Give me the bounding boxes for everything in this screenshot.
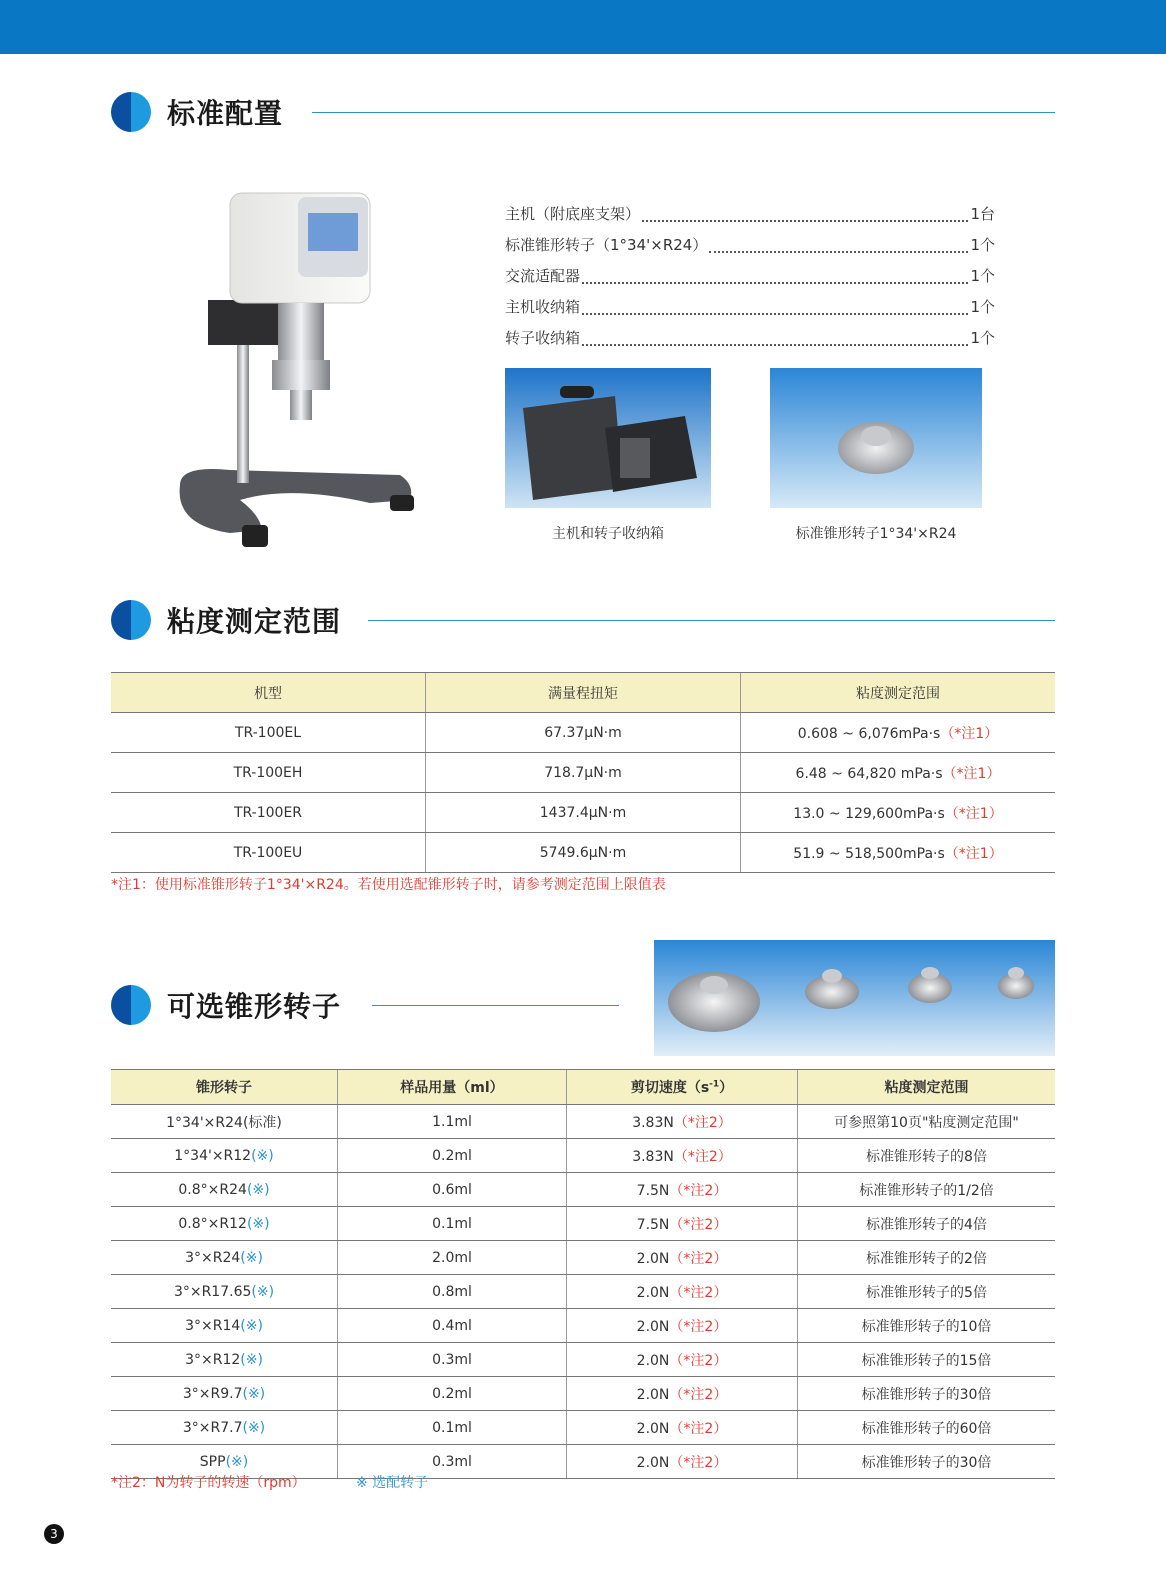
shear-value: 7.5N — [636, 1216, 670, 1233]
section-rule — [372, 1005, 619, 1006]
column-header: 满量程扭矩 — [426, 673, 741, 713]
range-cell: 标准锥形转子的30倍 — [798, 1377, 1056, 1411]
leader-dots — [642, 206, 968, 222]
rotor-caption: 标准锥形转子1°34'×R24 — [795, 526, 957, 542]
shear-value: 2.0N — [636, 1386, 670, 1403]
table-row — [111, 1241, 1055, 1275]
volume-cell: 0.3ml — [338, 1343, 567, 1377]
note-ref: （*注2） — [669, 1454, 728, 1471]
rotor-name: 3°×R9.7 — [182, 1385, 243, 1402]
rotor-cell — [111, 1173, 338, 1207]
column-header: 锥形转子 — [111, 1070, 338, 1105]
leader-dots — [582, 268, 968, 284]
item-name: 主机（附底座支架） — [505, 205, 641, 223]
shear-value: 3.83N — [632, 1148, 674, 1165]
rotor-cell — [111, 1139, 338, 1173]
header-text: 剪切速度（s — [630, 1080, 710, 1096]
shear-cell — [567, 1173, 798, 1207]
volume-cell: 0.4ml — [338, 1309, 567, 1343]
section-header-optional — [111, 985, 341, 1025]
model-cell: TR-100ER — [111, 793, 426, 833]
torque-cell: 67.37μN·m — [426, 713, 741, 753]
range-cell — [741, 753, 1056, 793]
viscosity-range-table — [111, 672, 1055, 873]
note-ref: （*注1） — [944, 845, 1003, 862]
footnote-1: *注1：使用标准锥形转子1°34'×R24。若使用选配锥形转子时，请参考测定范围上限值表 — [111, 877, 666, 893]
volume-cell: 0.8ml — [338, 1275, 567, 1309]
list-item — [505, 291, 995, 322]
column-header: 样品用量（ml） — [338, 1070, 567, 1105]
rotor-name: 3°×R14 — [185, 1317, 241, 1334]
range-cell: 标准锥形转子的30倍 — [798, 1445, 1056, 1479]
table-row — [111, 713, 1055, 753]
shear-cell — [567, 1207, 798, 1241]
case-caption: 主机和转子收纳箱 — [552, 526, 664, 542]
rotor-cell — [111, 1343, 338, 1377]
range-cell: 标准锥形转子的1/2倍 — [798, 1173, 1056, 1207]
standard-rotor-image — [770, 368, 982, 508]
header-text-close: ） — [719, 1080, 734, 1096]
volume-cell: 0.6ml — [338, 1173, 567, 1207]
note-ref: （*注2） — [673, 1114, 732, 1131]
optional-marker-legend: ※ 选配转子 — [356, 1475, 429, 1491]
range-cell: 标准锥形转子的5倍 — [798, 1275, 1056, 1309]
section-header-standard — [111, 92, 283, 132]
optional-marker: (※) — [242, 1419, 266, 1436]
optional-rotors-image — [654, 940, 1055, 1056]
optional-marker: (※) — [240, 1351, 263, 1368]
list-item — [505, 322, 995, 353]
note-ref: （*注2） — [669, 1386, 728, 1403]
range-cell: 可参照第10页"粘度测定范围" — [798, 1105, 1056, 1139]
rotor-name: 3°×R17.65 — [173, 1283, 252, 1300]
rotor-name: 1°34'×R24(标准) — [166, 1114, 282, 1131]
table-row — [111, 1275, 1055, 1309]
optional-marker: (※) — [225, 1453, 249, 1470]
note-ref: （*注1） — [944, 805, 1003, 822]
top-banner — [0, 0, 1166, 54]
section-title: 标准配置 — [167, 97, 284, 130]
note-ref: （*注2） — [669, 1352, 728, 1369]
optional-marker: (※) — [251, 1283, 275, 1300]
section-bullet-icon — [111, 985, 151, 1025]
note-ref: （*注2） — [669, 1318, 728, 1335]
shear-value: 2.0N — [636, 1250, 670, 1267]
table-row — [111, 833, 1055, 873]
note-ref: （*注2） — [673, 1148, 732, 1165]
volume-cell: 1.1ml — [338, 1105, 567, 1139]
shear-cell — [567, 1309, 798, 1343]
optional-marker: (※) — [240, 1317, 263, 1334]
note-ref: （*注2） — [669, 1216, 728, 1233]
note-ref: （*注1） — [942, 765, 1001, 782]
rotor-name: 0.8°×R24 — [178, 1181, 247, 1198]
rotor-name: 3°×R7.7 — [182, 1419, 243, 1436]
rotor-name: 1°34'×R12 — [174, 1147, 252, 1164]
range-cell: 标准锥形转子的8倍 — [798, 1139, 1056, 1173]
shear-value: 7.5N — [636, 1182, 670, 1199]
shear-cell — [567, 1343, 798, 1377]
note-ref: （*注1） — [940, 725, 999, 742]
shear-value: 2.0N — [636, 1352, 670, 1369]
range-cell — [741, 793, 1056, 833]
list-item — [505, 260, 995, 291]
item-qty: 1台 — [970, 205, 995, 223]
volume-cell: 0.1ml — [338, 1207, 567, 1241]
optional-marker: (※) — [240, 1249, 263, 1266]
shear-value: 2.0N — [636, 1454, 670, 1471]
rotor-name: 3°×R12 — [185, 1351, 241, 1368]
table-header-row — [111, 1070, 1055, 1105]
section-bullet-icon — [111, 92, 151, 132]
range-value: 0.608 ~ 6,076mPa·s — [797, 725, 941, 742]
shear-value: 3.83N — [632, 1114, 674, 1131]
shear-cell — [567, 1139, 798, 1173]
rotor-table-body — [111, 1105, 1055, 1479]
column-header: 粘度测定范围 — [798, 1070, 1056, 1105]
volume-cell: 0.3ml — [338, 1445, 567, 1479]
range-cell: 标准锥形转子的4倍 — [798, 1207, 1056, 1241]
volume-cell: 0.2ml — [338, 1139, 567, 1173]
shear-value: 2.0N — [636, 1420, 670, 1437]
section-title: 可选锥形转子 — [167, 990, 342, 1023]
range-cell: 标准锥形转子的10倍 — [798, 1309, 1056, 1343]
item-qty: 1个 — [970, 236, 995, 254]
model-cell: TR-100EH — [111, 753, 426, 793]
column-header: 机型 — [111, 673, 426, 713]
table-row — [111, 1139, 1055, 1173]
rotor-cell — [111, 1411, 338, 1445]
volume-cell: 2.0ml — [338, 1241, 567, 1275]
shear-cell — [567, 1105, 798, 1139]
item-qty: 1个 — [970, 298, 995, 316]
optional-marker: (※) — [251, 1147, 274, 1164]
table-row — [111, 793, 1055, 833]
section-rule — [368, 620, 1055, 621]
rotor-name: 3°×R24 — [185, 1249, 241, 1266]
leader-dots — [709, 237, 968, 253]
item-qty: 1个 — [970, 329, 995, 347]
rotor-name: SPP — [199, 1453, 226, 1470]
shear-cell — [567, 1241, 798, 1275]
item-name: 交流适配器 — [505, 267, 581, 285]
column-header — [567, 1070, 798, 1105]
section-header-viscosity — [111, 600, 341, 640]
shear-value: 2.0N — [636, 1318, 670, 1335]
list-item — [505, 229, 995, 260]
carrying-case-image — [505, 368, 711, 508]
column-header: 粘度测定范围 — [741, 673, 1056, 713]
note-ref: （*注2） — [669, 1250, 728, 1267]
footnote-2: *注2：N为转子的转速（rpm） — [111, 1475, 306, 1491]
optional-marker: (※) — [246, 1215, 270, 1232]
range-value: 51.9 ~ 518,500mPa·s — [793, 845, 945, 862]
rotor-cell — [111, 1309, 338, 1343]
range-value: 6.48 ~ 64,820 mPa·s — [795, 765, 943, 782]
torque-cell: 5749.6μN·m — [426, 833, 741, 873]
item-qty: 1个 — [970, 267, 995, 285]
model-cell: TR-100EU — [111, 833, 426, 873]
table-row — [111, 1343, 1055, 1377]
leader-dots — [582, 330, 968, 346]
optional-rotor-table — [111, 1069, 1055, 1479]
shear-cell — [567, 1275, 798, 1309]
shear-cell — [567, 1445, 798, 1479]
shear-value: 2.0N — [636, 1284, 670, 1301]
item-name: 主机收纳箱 — [505, 298, 581, 316]
rotor-cell — [111, 1377, 338, 1411]
rotor-cell — [111, 1241, 338, 1275]
section-title: 粘度测定范围 — [167, 605, 342, 638]
torque-cell: 718.7μN·m — [426, 753, 741, 793]
table-row — [111, 1411, 1055, 1445]
viscometer-main-unit-image — [170, 185, 430, 565]
optional-marker: (※) — [246, 1181, 270, 1198]
standard-config-list — [505, 198, 995, 353]
rotor-cell — [111, 1275, 338, 1309]
section-rule — [312, 112, 1055, 113]
optional-marker: (※) — [242, 1385, 266, 1402]
volume-cell: 0.2ml — [338, 1377, 567, 1411]
item-name: 标准锥形转子（1°34'×R24） — [505, 236, 708, 254]
page-number: 3 — [44, 1524, 64, 1544]
rotor-cell — [111, 1207, 338, 1241]
section-bullet-icon — [111, 600, 151, 640]
header-superscript: -1 — [709, 1079, 720, 1090]
list-item — [505, 198, 995, 229]
note-ref: （*注2） — [669, 1420, 728, 1437]
rotor-name: 0.8°×R12 — [178, 1215, 247, 1232]
note-ref: （*注2） — [669, 1284, 728, 1301]
range-cell: 标准锥形转子的2倍 — [798, 1241, 1056, 1275]
rotor-cell — [111, 1105, 338, 1139]
table-row — [111, 1309, 1055, 1343]
range-value: 13.0 ~ 129,600mPa·s — [793, 805, 945, 822]
torque-cell: 1437.4μN·m — [426, 793, 741, 833]
table-row — [111, 1105, 1055, 1139]
range-cell — [741, 833, 1056, 873]
range-cell — [741, 713, 1056, 753]
volume-cell: 0.1ml — [338, 1411, 567, 1445]
item-name: 转子收纳箱 — [505, 329, 581, 347]
table-row — [111, 753, 1055, 793]
table-row — [111, 1377, 1055, 1411]
shear-cell — [567, 1411, 798, 1445]
shear-cell — [567, 1377, 798, 1411]
note-ref: （*注2） — [669, 1182, 728, 1199]
table-row — [111, 1207, 1055, 1241]
model-cell: TR-100EL — [111, 713, 426, 753]
table-header-row — [111, 673, 1055, 713]
range-cell: 标准锥形转子的15倍 — [798, 1343, 1056, 1377]
range-cell: 标准锥形转子的60倍 — [798, 1411, 1056, 1445]
leader-dots — [582, 299, 968, 315]
table-row — [111, 1173, 1055, 1207]
